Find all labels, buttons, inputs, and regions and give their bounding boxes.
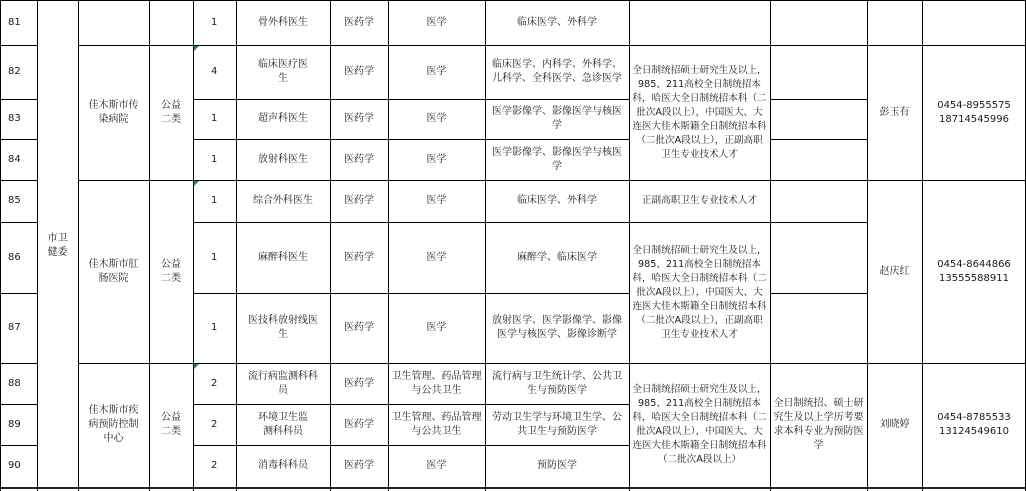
major-requirement: 临床医学、外科学 [517,195,597,206]
post-category: 医药学 [344,16,374,28]
post-count: 1 [211,153,218,165]
post-count: 2 [211,377,218,389]
phone-mobile: 18714545996 [939,113,1009,125]
major-requirement: 临床医学、内科学、外科学、儿科学、全科医学、急诊医学 [492,59,622,84]
grid-line [0,45,37,46]
major-category: 医学 [426,113,447,124]
cell-comment-marker [194,46,199,51]
grid-line [922,0,923,491]
phone-landline: 0454-8955575 [937,99,1011,111]
major-category: 卫生管理、药品管理与公共卫生 [391,411,482,437]
major-requirement: 麻醉学、临床医学 [517,251,597,263]
major-category: 医学 [426,66,447,77]
phone-landline: 0454-8644866 [937,258,1011,270]
row-number: 87 [8,322,21,333]
grid-line [0,180,37,181]
major-category: 医学 [426,460,447,471]
post-name: 医技科放射线医生 [248,315,318,340]
grid-line [0,487,1026,489]
cell-comment-marker [194,181,199,186]
row-number: 90 [8,460,21,471]
grid-line [193,293,629,294]
post-name: 放射科医生 [258,153,308,165]
post-name: 麻醉科医生 [258,251,308,263]
grid-line [193,404,629,405]
unit-type: 公益二类 [161,258,181,284]
post-category: 医药学 [344,377,374,389]
unit-name: 佳木斯市肛肠医院 [88,258,139,284]
grid-line [193,0,194,491]
post-category: 医药学 [344,418,374,430]
grid-line [770,293,867,294]
major-requirement: 劳动卫生学与环境卫生学、公共卫生与预防医学 [492,411,622,437]
post-count: 2 [211,418,218,430]
phone-landline: 0454-8785533 [937,412,1011,423]
grid-line [0,404,37,405]
post-category: 医药学 [344,251,374,263]
education-requirement: 正副高职卫生专业技术人才 [641,195,758,206]
grid-line [867,0,868,491]
post-category: 医药学 [344,195,374,206]
row-number: 88 [8,377,21,389]
post-count: 1 [211,195,218,206]
grid-line [149,0,150,491]
major-requirement: 流行病与卫生统计学、公共卫生与预防医学 [492,370,622,396]
department-cell: 市卫健委 [47,232,68,258]
unit-type: 公益二类 [161,99,181,125]
post-name: 消毒科科员 [258,460,308,471]
education-requirement: 全日制统招硕士研究生及以上，985、211高校全日制统招本科，哈医大全日制统招本科（二批次A段以上），中国医大、大连医大佳木斯籍全日制统招本科（二批次A段以上），正副高职卫生专业技术人才 [632,244,767,340]
grid-line [193,99,629,100]
major-requirement: 医学影像学、影像医学与核医学 [492,146,622,172]
row-number: 85 [8,195,21,206]
post-category: 医药学 [344,153,374,165]
grid-line [0,293,37,294]
major-category: 医学 [426,195,447,206]
contact-person: 彭玉有 [879,106,910,118]
major-category: 医学 [426,16,447,28]
post-name: 流行病监测科科员 [248,370,318,396]
grid-line [78,363,1026,364]
grid-line [236,0,237,491]
unit-name: 佳木斯市传染病院 [88,99,139,125]
post-count: 4 [211,66,218,77]
unit-type: 公益二类 [161,412,181,437]
cell-comment-marker [194,364,199,369]
phone-mobile: 13124549610 [939,426,1009,437]
major-category: 卫生管理、药品管理与公共卫生 [391,370,482,396]
grid-line [193,222,867,223]
post-category: 医药学 [344,460,374,471]
major-requirement: 放射医学、医学影像学、影像医学与核医学、影像诊断学 [492,315,622,340]
row-number: 84 [8,153,21,165]
contact-phone [922,45,1026,180]
post-count: 1 [211,16,218,28]
grid-line [37,0,38,491]
grid-line [770,99,867,100]
post-count: 1 [211,322,218,333]
grid-line [0,0,1,491]
post-category: 医药学 [344,113,374,124]
education-requirement: 全日制统招硕士研究生及以上，985、211高校全日制统招本科，哈医大全日制统招本科（二批次A段以上），中国医大、大连医大佳木斯籍全日制统招本科（二批次A段以上） [632,384,767,465]
major-category: 医学 [426,322,447,333]
post-name: 环境卫生监测科科员 [258,411,308,437]
post-category: 医药学 [344,66,374,77]
grid-line [770,0,771,491]
grid-line [330,0,331,491]
other-requirement: 全日制统招、硕士研究生及以上学历考要求本科专业为预防医学 [773,398,864,451]
post-count: 1 [211,251,218,263]
contact-phone [922,363,1026,487]
education-requirement: 全日制统招硕士研究生及以上，985、211高校全日制统招本科，哈医大全日制统招本科（二批次A段以上），中国医大、大连医大佳木斯籍全日制统招本科（二批次A段以上），正副高职卫生专业技术人才 [632,64,767,160]
grid-line [388,0,389,491]
grid-line [0,222,37,223]
post-count: 1 [211,113,218,124]
major-requirement: 预防医学 [537,460,577,471]
contact-person: 赵庆红 [879,265,910,277]
grid-line [0,139,37,140]
grid-line [629,0,630,491]
post-name: 骨外科医生 [258,16,308,28]
grid-line [485,0,486,491]
grid-line [78,180,1026,181]
grid-line [0,445,37,446]
post-name: 综合外科医生 [253,195,313,206]
grid-line [0,0,1026,1]
grid-line [193,139,629,140]
row-number: 82 [8,66,21,77]
post-name: 超声科医生 [258,113,308,124]
grid-line [78,45,1026,46]
major-category: 医学 [426,251,447,263]
major-requirement: 临床医学、外科学 [517,16,597,28]
post-name: 临床医疗医生 [258,59,308,84]
row-number: 81 [8,16,21,28]
contact-person: 刘晓婷 [879,419,910,430]
contact-phone [922,180,1026,363]
grid-line [193,445,629,446]
post-category: 医药学 [344,322,374,333]
major-category: 医学 [426,153,447,165]
grid-line [0,99,37,100]
post-count: 2 [211,460,218,471]
major-requirement: 医学影像学、影像医学与核医学 [492,106,622,131]
row-number: 83 [8,113,21,124]
unit-name: 佳木斯市疾病预防控制中心 [88,405,139,444]
row-number: 89 [8,418,21,430]
grid-line [78,0,79,491]
row-number: 86 [8,251,21,263]
phone-mobile: 13555588911 [939,272,1009,284]
grid-line [0,363,37,364]
grid-line [770,139,867,140]
